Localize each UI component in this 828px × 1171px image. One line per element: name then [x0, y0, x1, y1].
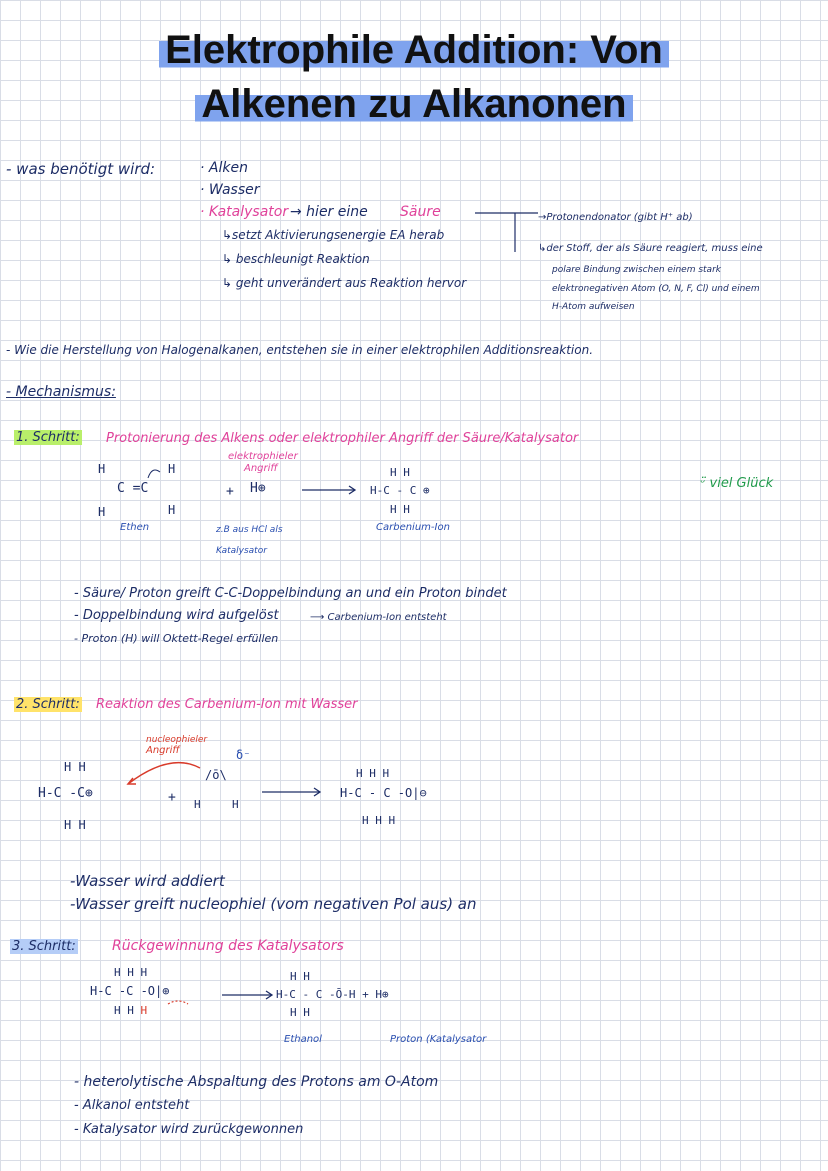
step1-attack-label-2: Angriff	[244, 463, 278, 474]
step2-h-top: H H	[64, 760, 86, 774]
step3-reactant-chain: H-C -C -O|⊕	[90, 984, 170, 998]
water-h-left: H	[194, 798, 201, 811]
water-oxygen: /ō\	[205, 768, 227, 782]
water-partial-negative: δ⁻	[236, 748, 251, 762]
ethene-c-double-bond: C =C	[117, 481, 149, 496]
branch-definition-line-3: elektronegativen Atom (O, N, F, Cl) und einem	[552, 284, 760, 294]
mechanism-label: - Mechanismus:	[6, 384, 116, 400]
step3-product-h-bottom: H H	[290, 1006, 310, 1019]
ethene-h-top-left: H	[98, 462, 106, 476]
step3-bullet-1: - heterolytische Abspaltung des Protons am O-Atom	[74, 1074, 439, 1090]
page-title-line-2: Alkenen zu Alkanonen	[0, 82, 828, 127]
requirements-label: - was benötigt wird:	[6, 160, 156, 178]
carbenium-h-bottom: H H	[390, 503, 410, 516]
good-luck-note: ᵕ̈ viel Glück	[700, 476, 774, 491]
branch-protonendonator: →Protonendonator (gibt H⁺ ab)	[538, 212, 693, 223]
step2-bullet-1: -Wasser wird addiert	[70, 872, 225, 890]
effect-unchanged: ↳ geht unverändert aus Reaktion hervor	[222, 276, 467, 290]
source-label-1: z.B aus HCl als	[216, 525, 283, 535]
step2-h-bottom: H H	[64, 818, 86, 832]
step2-label: 2. Schritt:	[16, 697, 80, 712]
branch-definition-line-2: polare Bindung zwischen einem stark	[552, 265, 721, 275]
step3-title: Rückgewinnung des Katalysators	[112, 938, 344, 954]
ethene-h-bottom-left: H	[98, 505, 106, 519]
requirement-katalysator: · Katalysator	[200, 204, 289, 220]
effect-activation-energy: ↳setzt Aktivierungsenergie EA herab	[222, 228, 445, 242]
step3-product-chain: H-C - C -Ō-H + H⊕	[276, 988, 389, 1001]
step1-label: 1. Schritt:	[16, 430, 80, 445]
ethene-label: Ethen	[120, 522, 150, 533]
carbenium-h-top: H H	[390, 466, 410, 479]
step2-bullet-2: -Wasser greift nucleophiel (vom negativen Pol aus) an	[70, 895, 477, 913]
step2-product-h-bottom: H H H	[362, 814, 396, 827]
step2-plus: +	[168, 790, 176, 805]
step2-attack-label-2: Angriff	[146, 745, 180, 756]
ethene-h-top-right: H	[168, 462, 176, 476]
step1-bullet-2-tail: ⟶ Carbenium-Ion entsteht	[310, 612, 447, 623]
step3-bullet-2: - Alkanol entsteht	[74, 1098, 190, 1113]
step3-bullet-3: - Katalysator wird zurückgewonnen	[74, 1122, 304, 1137]
effect-accelerates: ↳ beschleunigt Reaktion	[222, 252, 370, 266]
source-label-2: Katalysator	[216, 546, 267, 556]
ethanol-label: Ethanol	[284, 1034, 322, 1045]
step1-attack-label-1: elektrophieler	[228, 451, 298, 462]
step3-h-bottom: H H H	[114, 1004, 148, 1017]
step1-bullet-1: - Säure/ Proton greift C-C-Doppelbindung an und ein Proton bindet	[74, 586, 507, 601]
step3-label: 3. Schritt:	[12, 939, 76, 954]
carbenium-chain: H-C - C ⊕	[370, 484, 430, 497]
branch-definition-line-1: ↳der Stoff, der als Säure reagiert, muss eine	[538, 243, 763, 254]
requirement-alken: · Alken	[200, 160, 248, 176]
carbenium-label: Carbenium-Ion	[376, 522, 450, 533]
step2-title: Reaktion des Carbenium-Ion mit Wasser	[96, 697, 358, 712]
catalyst-saeure: Säure	[400, 204, 441, 220]
step2-product-h-top: H H H	[356, 767, 390, 780]
step2-attack-label-1: nucleophieler	[146, 735, 208, 745]
branch-definition-line-4: H-Atom aufweisen	[552, 302, 635, 312]
step1-title: Protonierung des Alkens oder elektrophiler Angriff der Säure/Katalysator	[106, 431, 579, 446]
proton-catalyst-label: Proton (Katalysator	[390, 1034, 487, 1045]
step3-product-h-top: H H	[290, 970, 310, 983]
proton-h-plus: H⊕	[250, 481, 266, 496]
ethene-h-bottom-right: H	[168, 503, 176, 517]
step3-h-top: H H H	[114, 966, 148, 979]
page-title-line-1: Elektrophile Addition: Von	[0, 28, 828, 73]
catalyst-arrow-text: → hier eine	[290, 204, 368, 220]
step1-bullet-2: - Doppelbindung wird aufgelöst	[74, 608, 279, 623]
water-h-right: H	[232, 798, 239, 811]
step2-product-chain: H-C - C -O|⊖	[340, 786, 427, 800]
plus-sign: +	[226, 484, 234, 499]
step1-bullet-3: - Proton (H) will Oktett-Regel erfüllen	[74, 632, 279, 645]
requirement-wasser: · Wasser	[200, 182, 260, 198]
intro-line: - Wie die Herstellung von Halogenalkanen, entstehen sie in einer elektrophilen Additionsreaktion.	[6, 343, 594, 357]
step2-carbenium-chain: H-C -C⊕	[38, 786, 93, 801]
